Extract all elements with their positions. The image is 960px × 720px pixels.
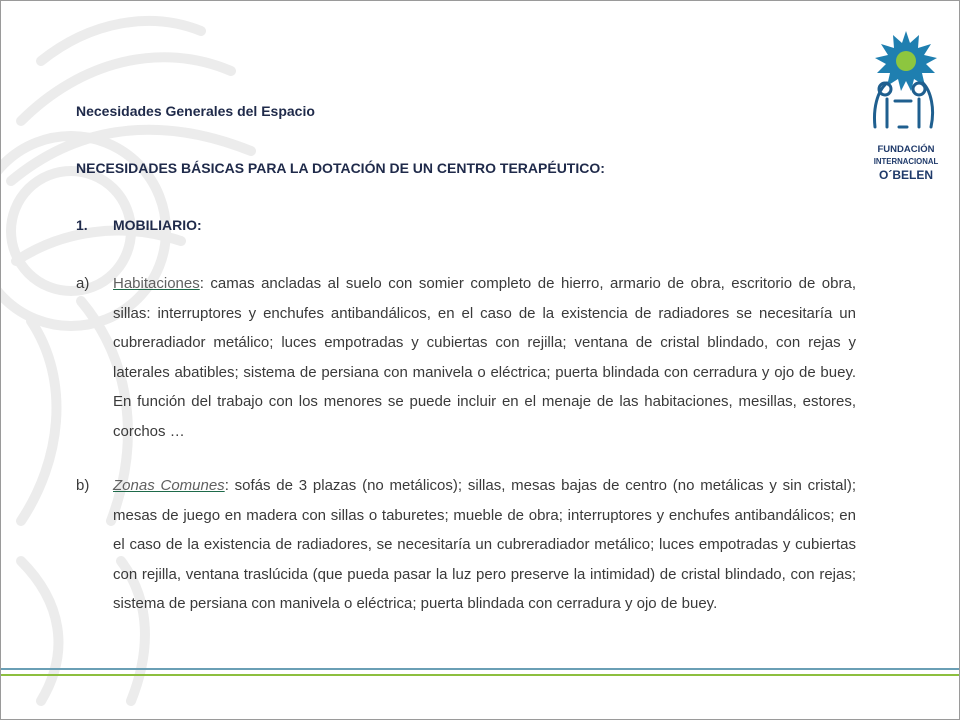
list-heading-label: MOBILIARIO: xyxy=(113,217,202,233)
item-term: Habitaciones xyxy=(113,275,200,292)
item-marker: b) xyxy=(76,477,90,494)
sun-center xyxy=(896,51,916,71)
item-marker: a) xyxy=(76,275,90,292)
item-body xyxy=(113,471,856,619)
subtitle: NECESIDADES BÁSICAS PARA LA DOTACIÓN DE UN CENTRO TERAPÉUTICO: xyxy=(76,160,605,176)
item-description: : sofás de 3 plazas (no metálicos); sillas, mesas bajas de centro (no metálicas y sin cristal); mesas de juego en madera con sillas o taburetes; mueble de obra; interruptores y enchufes antibandálicos; en el caso de la existencia de radiadores, se necesitaría un cubreradiador metálico; luces empotradas y cubiertas con rejilla, ventana traslúcida (que pueda pasar la luz pero preserve la intimidad) de cristal blindado, con rejas; sistema de persiana con manivela o eléctrica; puerta blindada con cerradura y ojo de buey. xyxy=(113,477,856,612)
foundation-logo xyxy=(861,29,951,189)
logo-line-1: FUNDACIÓN xyxy=(877,144,935,155)
item-term: Zonas Comunes xyxy=(113,477,225,494)
logo-line-3: O´BELEN xyxy=(879,168,933,182)
footer-line-green xyxy=(1,674,959,676)
figures-icon xyxy=(875,83,933,127)
logo-line-2: INTERNACIONAL xyxy=(873,157,939,166)
list-heading-number: 1. xyxy=(76,217,88,233)
list-heading xyxy=(76,217,202,233)
list-item-zonas-comunes xyxy=(76,471,856,619)
item-description: : camas ancladas al suelo con somier completo de hierro, armario de obra, escritorio de obra, sillas: interruptores y enchufes antibandálicos, en el caso de la existencia de radiadores se necesitaría un cubreradiador metálico; luces empotradas y cubiertas con rejilla; ventana de cristal blindado, con rejas y laterales abatibles; sistema de persiana con manivela o eléctrica; puerta blindada con cerradura y ojo de buey. En función del trabajo con los menores se puede incluir en el menaje de las habitaciones, mesillas, estores, corchos … xyxy=(113,275,856,440)
list-item-habitaciones xyxy=(76,269,856,446)
footer-line-blue xyxy=(1,668,959,670)
section-title: Necesidades Generales del Espacio xyxy=(76,103,315,119)
item-body xyxy=(113,269,856,446)
